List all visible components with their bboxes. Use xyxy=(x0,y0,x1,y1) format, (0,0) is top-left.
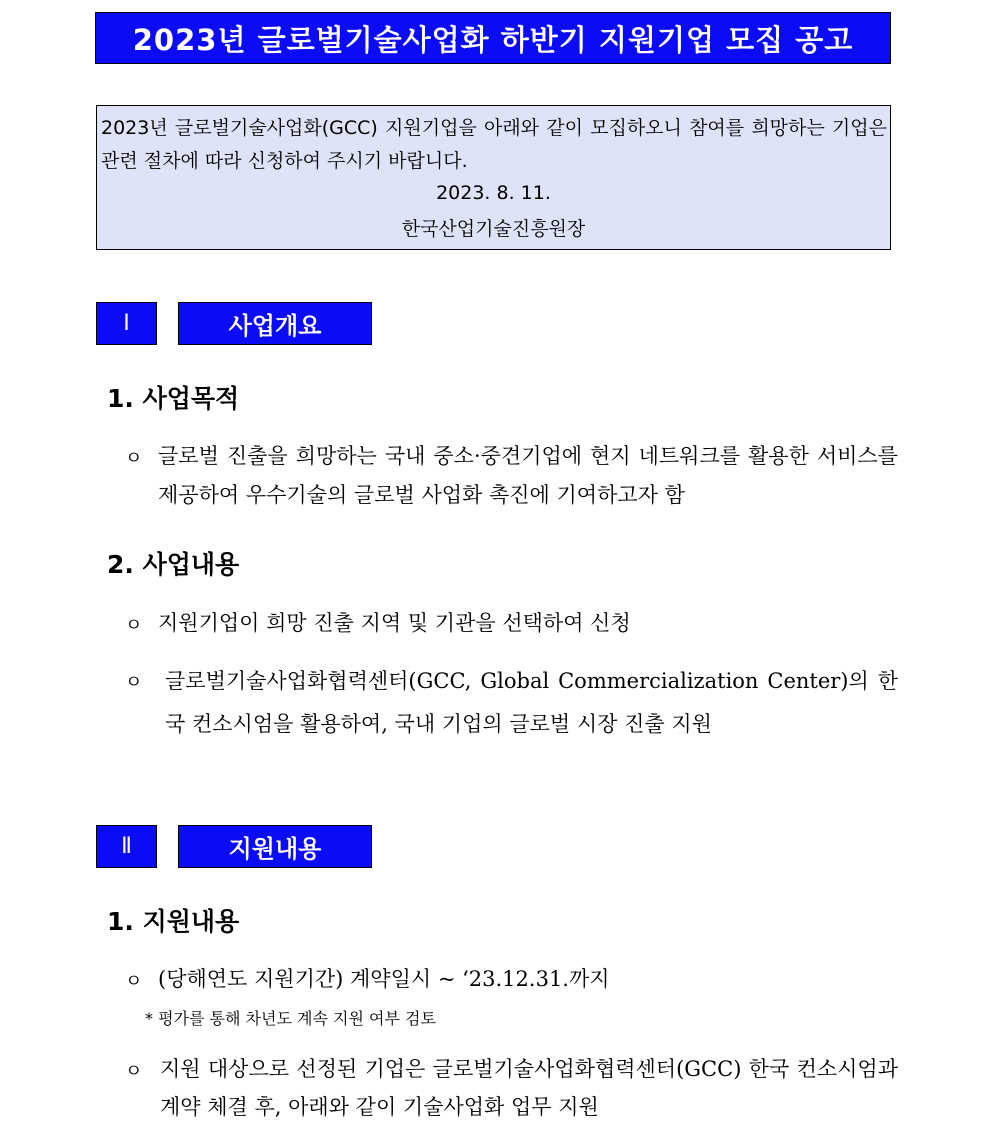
subsection-heading: 1. 사업목적 xyxy=(107,384,240,413)
bullet-mark: ㅇ xyxy=(125,672,143,693)
bullet-text: (당해연도 지원기간) 계약일시 ~ ‘23.12.31.까지 xyxy=(158,967,610,991)
subsection-heading: 2. 사업내용 xyxy=(107,550,240,579)
note-text: * 평가를 통해 차년도 계속 지원 여부 검토 xyxy=(145,1009,436,1028)
section-2-title: 지원내용 xyxy=(178,825,372,868)
notice-issuer: 한국산업기술진흥원장 xyxy=(401,218,586,240)
bullet-text: 지원기업이 희망 진출 지역 및 기관을 선택하여 신청 xyxy=(158,611,631,635)
bullet-text: 글로벌 진출을 희망하는 국내 중소·중견기업에 현지 네트워크를 활용한 서비스를 제공하여 우수기술의 글로벌 사업화 촉진에 기여하고자 함 xyxy=(158,444,898,507)
section-1-title: 사업개요 xyxy=(178,302,372,345)
bullet-text: 지원 대상으로 선정된 기업은 글로벌기술사업화협력센터(GCC) 한국 컨소시엄과 계약 체결 후, 아래와 같이 기술사업화 업무 지원 xyxy=(160,1057,898,1119)
bullet-mark: ㅇ xyxy=(125,448,143,469)
subsection-heading: 1. 지원내용 xyxy=(107,907,240,936)
bullet-mark: ㅇ xyxy=(125,1061,143,1082)
bullet-mark: ㅇ xyxy=(125,615,143,636)
notice-body: 2023년 글로벌기술사업화(GCC) 지원기업을 아래와 같이 모집하오니 참여를 희망하는 기업은 관련 절차에 따라 신청하여 주시기 바랍니다. xyxy=(101,117,887,172)
bullet-mark: ㅇ xyxy=(125,971,143,992)
section-2-number: Ⅱ xyxy=(96,825,157,868)
bullet-text: 글로벌기술사업화협력센터(GCC, Global Commercialization Center)의 한국 컨소시엄을 활용하여, 국내 기업의 글로벌 시장 진출 지원 xyxy=(165,669,898,736)
notice-box xyxy=(96,105,891,250)
announcement-title: 2023년 글로벌기술사업화 하반기 지원기업 모집 공고 xyxy=(95,12,891,64)
section-1-number: Ⅰ xyxy=(96,302,157,345)
notice-date: 2023. 8. 11. xyxy=(436,182,551,204)
